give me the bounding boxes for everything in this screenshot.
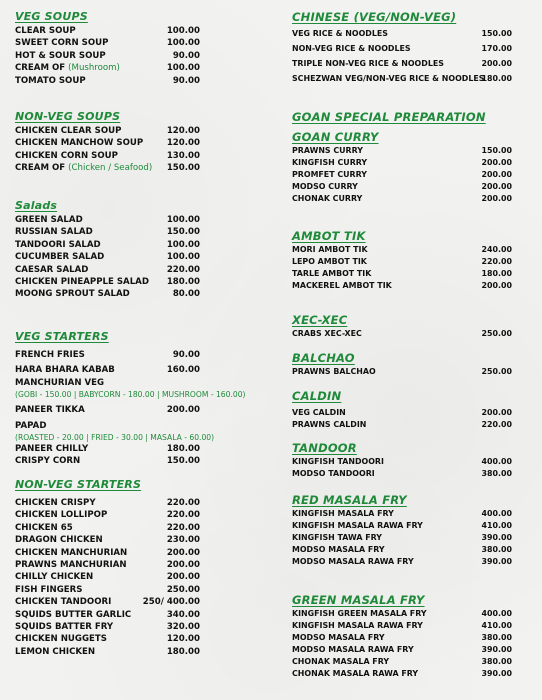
item-price: 340.00 bbox=[166, 609, 200, 620]
item-name: KINGFISH GREEN MASALA FRY bbox=[292, 609, 427, 618]
item-price: 90.00 bbox=[172, 50, 200, 61]
section-goan-curry bbox=[292, 129, 512, 205]
section-title: TANDOOR bbox=[292, 441, 357, 455]
menu-item bbox=[292, 644, 512, 656]
item-name: CHICKEN NUGGETS bbox=[15, 634, 107, 645]
menu-item bbox=[15, 214, 200, 226]
menu-item bbox=[292, 43, 512, 55]
item-price: 200.00 bbox=[481, 408, 512, 417]
item-price: 180.00 bbox=[481, 74, 512, 83]
menu-item bbox=[292, 193, 512, 205]
item-price: 200.00 bbox=[166, 547, 200, 558]
item-name: TRIPLE NON-VEG RICE & NOODLES bbox=[292, 59, 444, 68]
item-price: 320.00 bbox=[166, 621, 200, 632]
item-name: CREAM OF bbox=[15, 63, 66, 74]
item-name: MODSO MASALA FRY bbox=[292, 545, 385, 554]
section-title: VEG SOUPS bbox=[15, 10, 88, 23]
menu-item bbox=[15, 443, 200, 455]
item-name: PROMFET CURRY bbox=[292, 170, 367, 179]
menu-item bbox=[15, 239, 200, 251]
item-name: SWEET CORN SOUP bbox=[15, 38, 109, 49]
item-name: LEMON CHICKEN bbox=[15, 646, 96, 657]
section-title: CHINESE (VEG/NON-VEG) bbox=[292, 10, 457, 24]
menu-item bbox=[15, 420, 200, 432]
item-name: VEG CALDIN bbox=[292, 408, 346, 417]
item-price: 100.00 bbox=[166, 215, 200, 225]
menu-item bbox=[15, 571, 200, 583]
menu-item bbox=[292, 73, 512, 85]
item-name: HARA BHARA KABAB bbox=[15, 365, 115, 376]
menu-item bbox=[292, 520, 512, 532]
item-name: PAPAD bbox=[15, 420, 47, 431]
item-name: CHILLY CHICKEN bbox=[15, 572, 94, 583]
menu-item bbox=[292, 668, 512, 680]
section-non-veg-soups bbox=[15, 109, 200, 175]
item-price: 220.00 bbox=[166, 510, 200, 521]
item-price: 220.00 bbox=[481, 420, 512, 429]
item-name: CHICKEN CLEAR SOUP bbox=[15, 126, 122, 136]
item-name: FISH FINGERS bbox=[15, 584, 83, 595]
menu-item bbox=[15, 534, 200, 546]
item-price: 130.00 bbox=[166, 150, 200, 161]
item-price: 100.00 bbox=[166, 26, 200, 36]
section-caldin bbox=[292, 388, 512, 431]
item-name: MACKEREL AMBOT TIK bbox=[292, 281, 392, 290]
menu-item bbox=[292, 632, 512, 644]
item-name: CHICKEN TANDOORI bbox=[15, 597, 112, 608]
section-title: CALDIN bbox=[292, 389, 342, 403]
menu-item bbox=[292, 169, 512, 181]
section-tandoor bbox=[292, 440, 512, 480]
menu-item bbox=[292, 181, 512, 193]
item-variants-note: (ROASTED - 20.00 | FRIED - 30.00 | MASALA - 60.00) bbox=[15, 432, 215, 442]
menu-item bbox=[15, 150, 200, 162]
item-name: MODSO MASALA RAWA FRY bbox=[292, 557, 414, 566]
menu-item bbox=[15, 377, 200, 389]
item-price: 180.00 bbox=[166, 276, 200, 287]
section-balchao bbox=[292, 350, 512, 378]
menu-item bbox=[15, 25, 200, 37]
item-name: TOMATO SOUP bbox=[15, 75, 86, 86]
menu-item bbox=[15, 404, 200, 416]
section-title: VEG STARTERS bbox=[15, 330, 109, 343]
menu-item bbox=[292, 508, 512, 520]
section-veg-starters bbox=[15, 329, 246, 468]
section-title: GREEN MASALA FRY bbox=[292, 593, 425, 607]
item-price: 390.00 bbox=[481, 533, 512, 542]
menu-item bbox=[15, 75, 200, 87]
item-name: CUCUMBER SALAD bbox=[15, 252, 105, 263]
item-name: KINGFISH TAWA FRY bbox=[292, 533, 382, 542]
item-price: 120.00 bbox=[166, 634, 200, 645]
section-salads bbox=[15, 198, 200, 301]
item-price: 380.00 bbox=[481, 469, 512, 478]
menu-item bbox=[292, 244, 512, 256]
item-name: GREEN SALAD bbox=[15, 215, 83, 225]
menu-item bbox=[15, 50, 200, 62]
item-name: KINGFISH MASALA RAWA FRY bbox=[292, 621, 423, 630]
menu-item bbox=[15, 547, 200, 559]
item-variants-note: (GOBI - 150.00 | BABYCORN - 180.00 | MUSHROOM - 160.00) bbox=[15, 390, 246, 400]
menu-item bbox=[292, 419, 512, 431]
item-price: 250.00 bbox=[481, 329, 512, 338]
item-name: PANEER CHILLY bbox=[15, 443, 89, 454]
item-name: TANDOORI SALAD bbox=[15, 239, 101, 250]
item-variant: (Mushroom) bbox=[68, 63, 120, 74]
item-name: VEG RICE & NOODLES bbox=[292, 29, 388, 38]
item-price: 380.00 bbox=[481, 633, 512, 642]
menu-item bbox=[15, 251, 200, 263]
item-name: PRAWNS MANCHURIAN bbox=[15, 559, 127, 570]
item-price: 150.00 bbox=[481, 146, 512, 155]
item-name: HOT & SOUR SOUP bbox=[15, 50, 106, 61]
item-price: 390.00 bbox=[481, 669, 512, 678]
item-name: CHICKEN CRISPY bbox=[15, 498, 96, 508]
menu-item bbox=[15, 497, 200, 509]
section-goan-special-preparation bbox=[292, 109, 512, 125]
section-title: XEC-XEC bbox=[292, 313, 348, 327]
item-name: PRAWNS BALCHAO bbox=[292, 367, 376, 376]
item-price: 80.00 bbox=[172, 289, 200, 300]
menu-item bbox=[292, 268, 512, 280]
menu-item bbox=[15, 455, 200, 467]
item-price: 180.00 bbox=[166, 443, 200, 454]
item-name: CHICKEN MANCHURIAN bbox=[15, 547, 128, 558]
menu-item bbox=[292, 145, 512, 157]
item-name: KINGFISH MASALA RAWA FRY bbox=[292, 521, 423, 530]
menu-item bbox=[15, 288, 200, 300]
section-non-veg-starters bbox=[15, 477, 200, 658]
menu-item bbox=[292, 656, 512, 668]
menu-item bbox=[292, 608, 512, 620]
item-name: LEPO AMBOT TIK bbox=[292, 257, 367, 266]
item-name: MODSO MASALA RAWA FRY bbox=[292, 645, 414, 654]
menu-item bbox=[292, 58, 512, 70]
item-price: 410.00 bbox=[481, 521, 512, 530]
menu-item bbox=[292, 157, 512, 169]
item-price: 150.00 bbox=[166, 456, 200, 467]
item-name: SCHEZWAN VEG/NON-VEG RICE & NOODLES bbox=[292, 74, 485, 83]
item-price: 150.00 bbox=[166, 163, 200, 174]
item-name: TARLE AMBOT TIK bbox=[292, 269, 372, 278]
item-price: 120.00 bbox=[166, 126, 200, 136]
item-price: 220.00 bbox=[481, 257, 512, 266]
menu-item bbox=[15, 162, 200, 174]
item-name: SQUIDS BUTTER GARLIC bbox=[15, 609, 132, 620]
item-price: 180.00 bbox=[166, 646, 200, 657]
item-price: 380.00 bbox=[481, 657, 512, 666]
menu-item bbox=[292, 556, 512, 568]
item-name: CLEAR SOUP bbox=[15, 26, 76, 36]
item-price: 200.00 bbox=[481, 281, 512, 290]
item-price: 90.00 bbox=[172, 75, 200, 86]
item-price: 150.00 bbox=[481, 29, 512, 38]
item-price: 100.00 bbox=[166, 239, 200, 250]
item-name: MODSO TANDOORI bbox=[292, 469, 375, 478]
item-price: 200.00 bbox=[481, 170, 512, 179]
item-price: 250.00 bbox=[481, 367, 512, 376]
item-price: 400.00 bbox=[481, 457, 512, 466]
menu-item bbox=[15, 509, 200, 521]
item-price: 90.00 bbox=[172, 350, 200, 360]
section-title: Salads bbox=[15, 199, 58, 212]
menu-item bbox=[15, 646, 200, 658]
item-price: 180.00 bbox=[481, 269, 512, 278]
item-price: 380.00 bbox=[481, 545, 512, 554]
item-price: 220.00 bbox=[166, 264, 200, 275]
item-name: FRENCH FRIES bbox=[15, 350, 85, 360]
item-price: 200.00 bbox=[166, 559, 200, 570]
item-name: MANCHURIAN VEG bbox=[15, 377, 105, 388]
item-name: CHONAK CURRY bbox=[292, 194, 363, 203]
item-price: 220.00 bbox=[166, 522, 200, 533]
item-price: 100.00 bbox=[166, 252, 200, 263]
item-price: 400.00 bbox=[481, 509, 512, 518]
item-name: MORI AMBOT TIK bbox=[292, 245, 368, 254]
menu-item bbox=[292, 456, 512, 468]
item-price: 220.00 bbox=[166, 498, 200, 508]
menu-item bbox=[15, 364, 200, 376]
menu-item bbox=[15, 349, 200, 361]
item-price: 200.00 bbox=[166, 405, 200, 416]
item-name: SQUIDS BATTER FRY bbox=[15, 621, 114, 632]
item-price: 250/ 400.00 bbox=[142, 597, 200, 608]
menu-item bbox=[15, 125, 200, 137]
menu-item bbox=[15, 633, 200, 645]
item-name: CAESAR SALAD bbox=[15, 264, 89, 275]
menu-item bbox=[15, 226, 200, 238]
item-price: 100.00 bbox=[166, 38, 200, 49]
item-name: CRISPY CORN bbox=[15, 456, 81, 467]
menu-item bbox=[15, 62, 200, 74]
item-price: 230.00 bbox=[166, 535, 200, 546]
item-name: CHICKEN LOLLIPOP bbox=[15, 510, 108, 521]
section-title: NON-VEG SOUPS bbox=[15, 110, 121, 123]
item-name: PANEER TIKKA bbox=[15, 405, 85, 416]
menu-item bbox=[15, 559, 200, 571]
section-title: NON-VEG STARTERS bbox=[15, 478, 142, 491]
item-name: KINGFISH CURRY bbox=[292, 158, 368, 167]
item-name: RUSSIAN SALAD bbox=[15, 227, 93, 238]
section-green-masala-fry bbox=[292, 592, 512, 680]
menu-item bbox=[15, 264, 200, 276]
item-price: 160.00 bbox=[166, 365, 200, 376]
menu-item bbox=[15, 596, 200, 608]
menu-item bbox=[15, 584, 200, 596]
item-name: CHICKEN 65 bbox=[15, 522, 73, 533]
item-price: 250.00 bbox=[166, 584, 200, 595]
menu-item bbox=[292, 468, 512, 480]
item-name: CHONAK MASALA RAWA FRY bbox=[292, 669, 419, 678]
menu-item bbox=[292, 28, 512, 40]
menu-item bbox=[292, 407, 512, 419]
item-price: 200.00 bbox=[481, 59, 512, 68]
item-price: 200.00 bbox=[481, 194, 512, 203]
section-ambot-tik bbox=[292, 228, 512, 292]
item-price: 100.00 bbox=[166, 63, 200, 74]
item-name: MODSO MASALA FRY bbox=[292, 633, 385, 642]
item-name: KINGFISH MASALA FRY bbox=[292, 509, 394, 518]
item-price: 120.00 bbox=[166, 138, 200, 149]
item-price: 240.00 bbox=[481, 245, 512, 254]
item-name: MODSO CURRY bbox=[292, 182, 358, 191]
section-title: GOAN CURRY bbox=[292, 130, 379, 144]
menu-item bbox=[292, 328, 512, 340]
section-title: AMBOT TIK bbox=[292, 229, 366, 243]
menu-item bbox=[15, 276, 200, 288]
item-name: CHICKEN MANCHOW SOUP bbox=[15, 138, 144, 149]
item-name: CHICKEN PINEAPPLE SALAD bbox=[15, 276, 149, 287]
item-name: CHONAK MASALA FRY bbox=[292, 657, 390, 666]
menu-item bbox=[15, 621, 200, 633]
item-price: 200.00 bbox=[166, 572, 200, 583]
menu-item bbox=[15, 522, 200, 534]
item-name: CRABS XEC-XEC bbox=[292, 329, 362, 338]
menu-item bbox=[15, 37, 200, 49]
menu-item bbox=[292, 280, 512, 292]
item-price: 200.00 bbox=[481, 182, 512, 191]
section-title: GOAN SPECIAL PREPARATION bbox=[292, 110, 486, 124]
menu-item bbox=[15, 137, 200, 149]
item-price: 170.00 bbox=[481, 44, 512, 53]
section-chinese-veg-non-veg bbox=[292, 9, 512, 85]
item-name: PRAWNS CURRY bbox=[292, 146, 363, 155]
menu-item bbox=[292, 544, 512, 556]
item-price: 400.00 bbox=[481, 609, 512, 618]
item-price: 390.00 bbox=[481, 645, 512, 654]
item-price: 200.00 bbox=[481, 158, 512, 167]
menu-item bbox=[15, 609, 200, 621]
section-title: RED MASALA FRY bbox=[292, 493, 407, 507]
menu-item bbox=[292, 256, 512, 268]
section-xec-xec bbox=[292, 312, 512, 340]
item-variant: (Chicken / Seafood) bbox=[68, 163, 153, 174]
item-name: DRAGON CHICKEN bbox=[15, 535, 103, 546]
item-name: KINGFISH TANDOORI bbox=[292, 457, 384, 466]
item-price: 410.00 bbox=[481, 621, 512, 630]
item-name: NON-VEG RICE & NOODLES bbox=[292, 44, 411, 53]
item-name: MOONG SPROUT SALAD bbox=[15, 289, 130, 300]
item-price: 150.00 bbox=[166, 227, 200, 238]
item-name: CHICKEN CORN SOUP bbox=[15, 150, 118, 161]
item-name: CREAM OF bbox=[15, 163, 66, 174]
menu-item bbox=[292, 532, 512, 544]
menu-item bbox=[292, 620, 512, 632]
section-title: BALCHAO bbox=[292, 351, 355, 365]
item-name: PRAWNS CALDIN bbox=[292, 420, 367, 429]
menu-item bbox=[292, 366, 512, 378]
item-price: 390.00 bbox=[481, 557, 512, 566]
section-veg-soups bbox=[15, 9, 200, 87]
section-red-masala-fry bbox=[292, 492, 512, 568]
